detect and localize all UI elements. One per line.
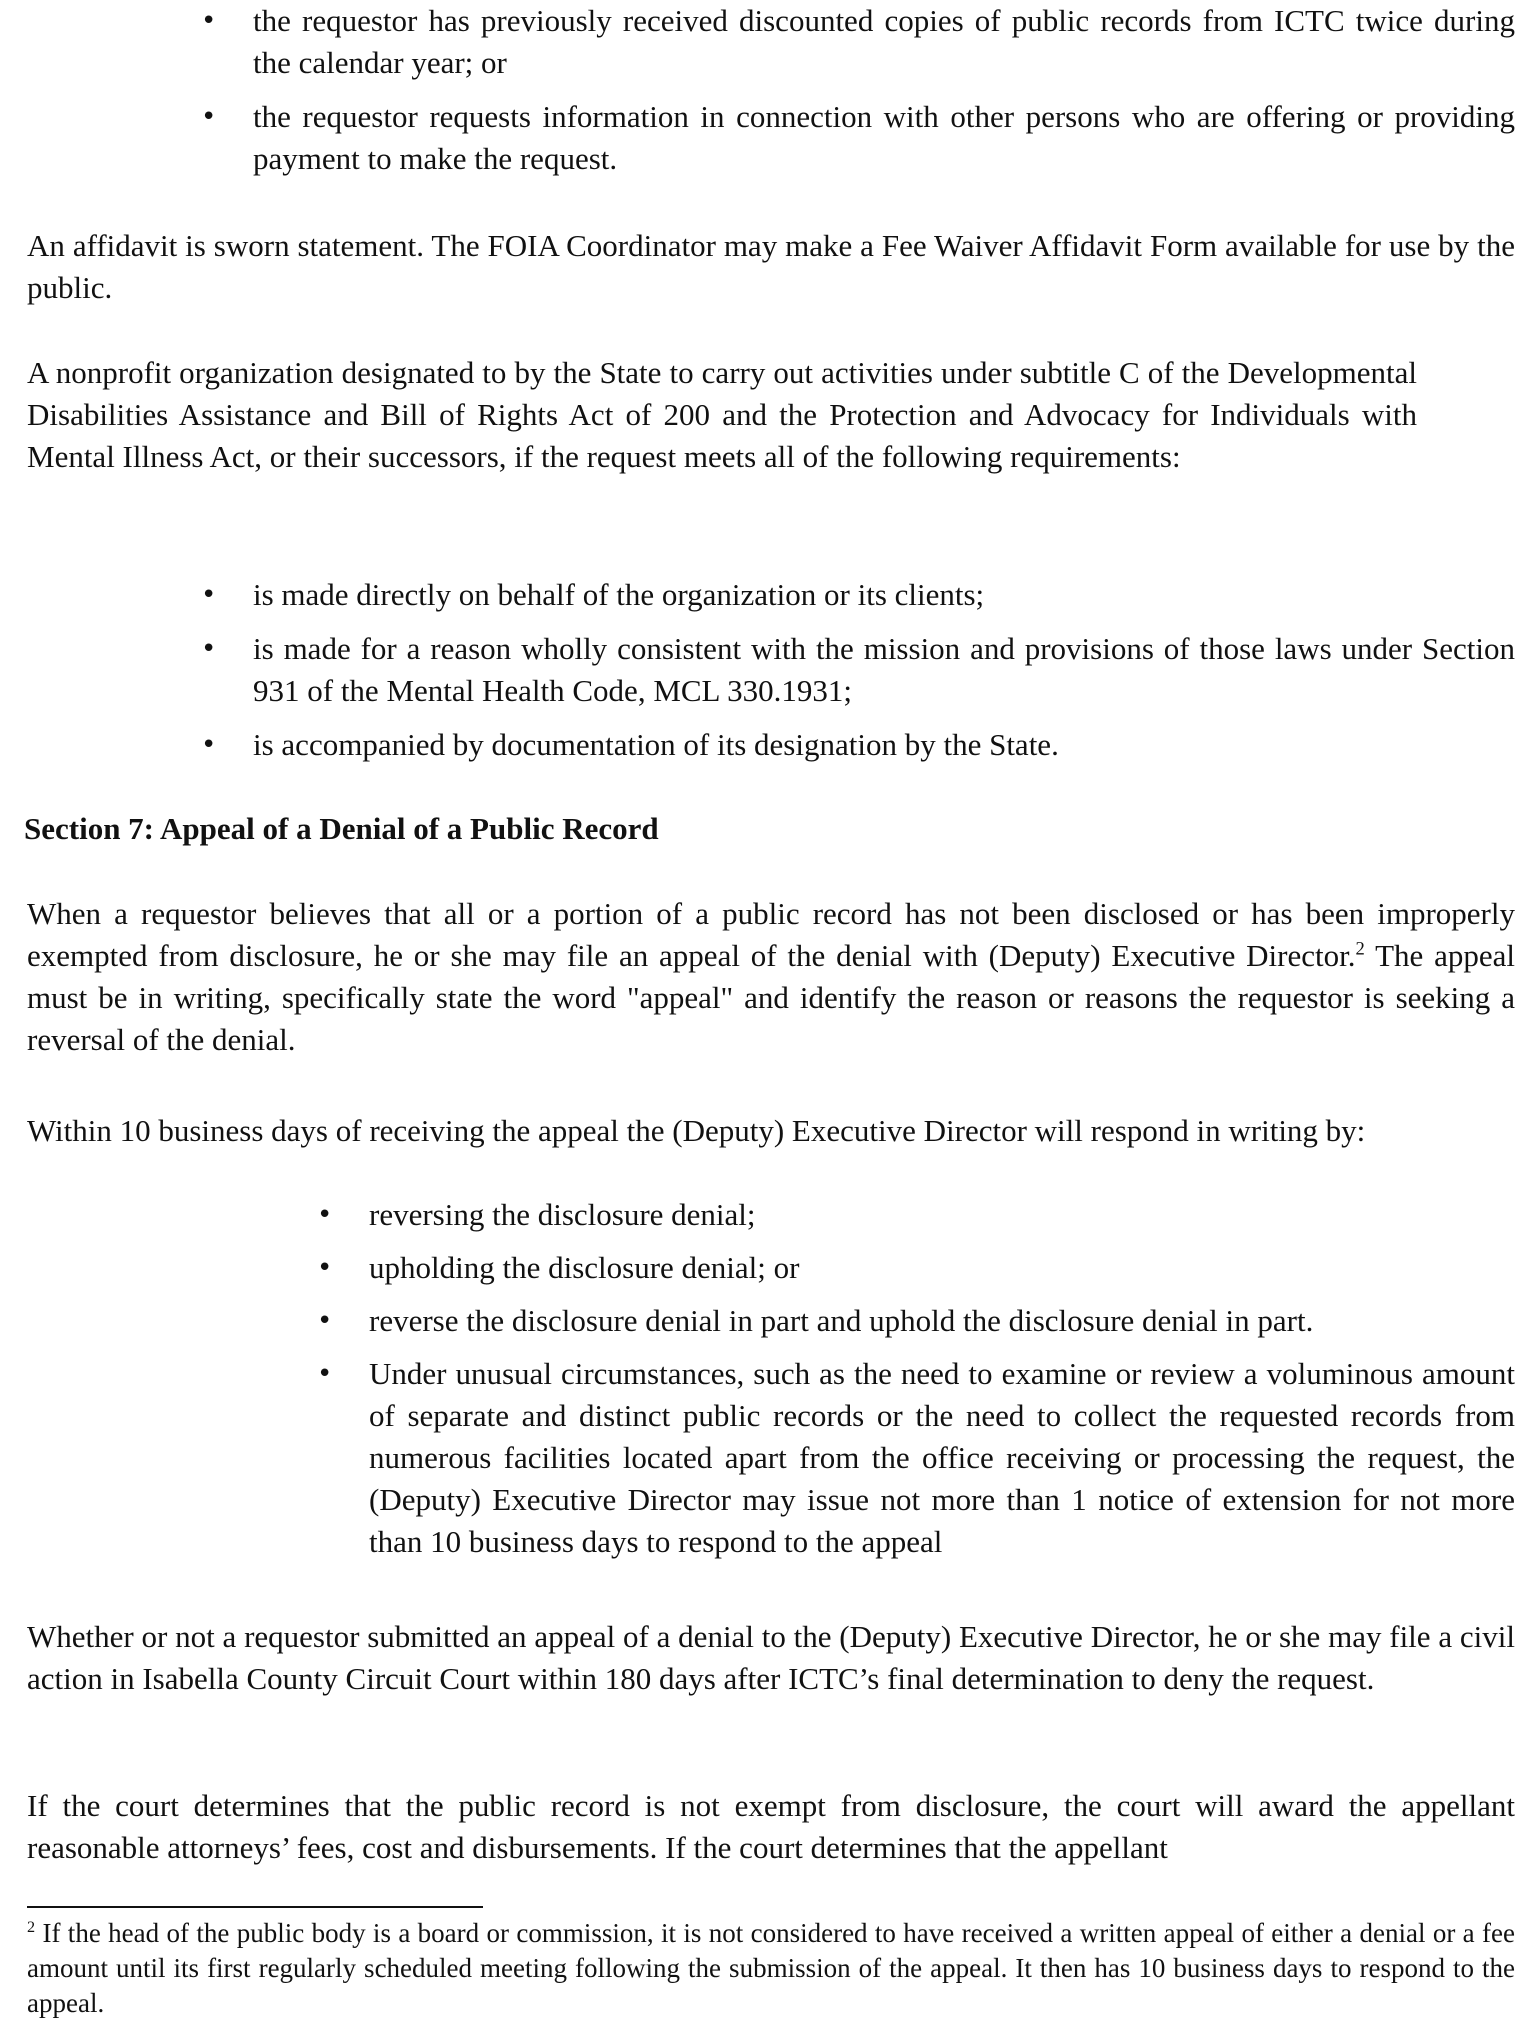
list-item: • is made for a reason wholly consistent with the mission and provisions of those laws under Section 931 of the Mental Health Code, MCL 330.1931;	[253, 628, 1515, 712]
civil-action-paragraph: Whether or not a requestor submitted an appeal of a denial to the (Deputy) Executive Director, he or she may file a civil action in Isabella County Circuit Court within 180 days after ICTC’s final determination to deny the request.	[27, 1619, 1515, 1696]
bullet-list-requirements	[201, 574, 1515, 766]
section-heading: Section 7: Appeal of a Denial of a Public Record	[24, 811, 659, 846]
footnote-number: 2	[27, 1918, 36, 1936]
bullet-icon: •	[317, 1253, 333, 1283]
list-item: • is made directly on behalf of the organization or its clients;	[253, 574, 1515, 616]
list-item: • reverse the disclosure denial in part and uphold the disclosure denial in part.	[369, 1300, 1515, 1342]
bullet-icon: •	[317, 1359, 333, 1389]
list-item: • Under unusual circumstances, such as the need to examine or review a voluminous amount of separate and distinct public records or the need to collect the requested records from numerous facilities located apart from the office receiving or processing the request, the (Deputy) Executive Director may issue not more than 1 notice of extension for not more than 10 business days to respond to the appeal	[369, 1353, 1515, 1563]
bullet-list-discount-conditions	[201, 0, 1515, 180]
nonprofit-paragraph: A nonprofit organization designated to by the State to carry out activities under subtitle C of the Developmental Disabilities Assistance and Bill of Rights Act of 200 and the Protection and Advocacy for Individuals with Mental Illness Act, or their successors, if the request meets all of the following requirements:	[27, 355, 1417, 474]
bullet-icon: •	[317, 1306, 333, 1336]
bullet-icon: •	[201, 730, 217, 760]
bullet-icon: •	[201, 634, 217, 664]
court-paragraph: If the court determines that the public record is not exempt from disclosure, the court will award the appellant reasonable attorneys’ fees, cost and disbursements. If the court determines that the appellant	[27, 1788, 1515, 1865]
appeal-paragraph: When a requestor believes that all or a portion of a public record has not been disclosed or has been improperly exempted from disclosure, he or she may file an appeal of the denial with (Deputy) Executive Director.$^2$ The appeal must be in writing, specifically state the word "appeal" and identify the reason or reasons the requestor is seeking a reversal of the denial.	[27, 896, 1515, 1057]
bullet-icon: •	[201, 6, 217, 36]
bullet-icon: •	[201, 102, 217, 132]
footnote-reference: 2	[1355, 938, 1365, 960]
response-paragraph: Within 10 business days of receiving the appeal the (Deputy) Executive Director will respond in writing by:	[27, 1113, 1366, 1148]
bullet-list-response-options	[317, 1194, 1515, 1563]
affidavit-paragraph: An affidavit is sworn statement. The FOIA Coordinator may make a Fee Waiver Affidavit Form available for use by the public.	[27, 228, 1515, 305]
bullet-icon: •	[201, 580, 217, 610]
footnote: $^2$ If the head of the public body is a board or commission, it is not considered to have received a written appeal of either a denial or a fee amount until its first regularly scheduled meeting following the submission of the appeal. It then has 10 business days to respond to the appeal.	[27, 1918, 1515, 2018]
footnote-separator	[27, 1906, 483, 1908]
list-item: • the requestor has previously received discounted copies of public records from ICTC twice during the calendar year; or	[253, 0, 1515, 84]
list-item: • the requestor requests information in connection with other persons who are offering or providing payment to make the request.	[253, 96, 1515, 180]
list-item: • upholding the disclosure denial; or	[369, 1247, 1515, 1289]
bullet-icon: •	[317, 1200, 333, 1230]
list-item: • reversing the disclosure denial;	[369, 1194, 1515, 1236]
list-item: • is accompanied by documentation of its designation by the State.	[253, 724, 1515, 766]
